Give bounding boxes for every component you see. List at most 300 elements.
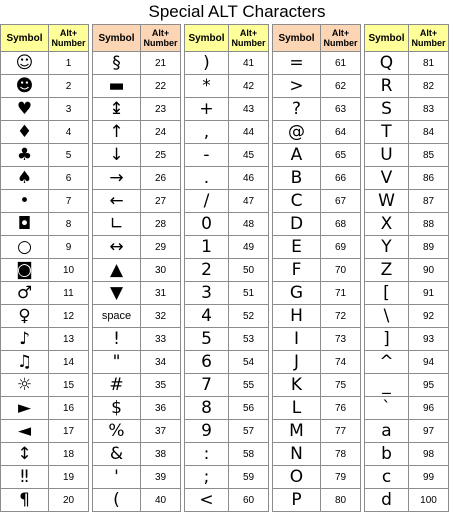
table-row [273,351,361,374]
table-row [365,489,449,512]
alt-code-table [364,24,449,512]
table-row [365,328,449,351]
table-row [1,351,89,374]
alt-number-cell: 96 [409,397,449,420]
symbol-cell: - [185,144,229,167]
table-row [93,282,181,305]
alt-number-cell: 61 [321,52,361,75]
alt-number-cell: 97 [409,420,449,443]
table-row [93,98,181,121]
symbol-header: Symbol [365,25,409,52]
column-group-1 [0,24,89,512]
symbol-cell: c [365,466,409,489]
table-row [273,305,361,328]
alt-number-cell: 37 [141,420,181,443]
symbol-cell: D [273,213,321,236]
symbol-cell: 1 [185,236,229,259]
symbol-cell: % [93,420,141,443]
symbol-cell: * [185,75,229,98]
alt-number-cell: 44 [229,121,269,144]
symbol-cell: ↑ [93,121,141,144]
symbol-header: Symbol [1,25,49,52]
table-row [1,167,89,190]
alt-number-cell: 89 [409,236,449,259]
table-row [1,52,89,75]
symbol-cell: ◄ [1,420,49,443]
symbol-cell: ♦ [1,121,49,144]
symbol-cell: P [273,489,321,512]
table-row [1,190,89,213]
column-group-3 [184,24,269,512]
alt-number-cell: 77 [321,420,361,443]
alt-number-cell: 62 [321,75,361,98]
symbol-header: Symbol [273,25,321,52]
alt-number-cell: 70 [321,259,361,282]
table-row [1,98,89,121]
table-row [1,420,89,443]
alt-number-cell: 76 [321,397,361,420]
alt-number-cell: 46 [229,167,269,190]
table-row [93,121,181,144]
symbol-cell: $ [93,397,141,420]
alt-number-header: Alt+ Number [409,25,449,52]
symbol-cell: ▼ [93,282,141,305]
alt-number-cell: 29 [141,236,181,259]
alt-number-cell: 64 [321,121,361,144]
alt-number-cell: 23 [141,98,181,121]
alt-number-cell: 10 [49,259,89,282]
alt-code-table [92,24,181,512]
symbol-cell: R [365,75,409,98]
table-row [273,466,361,489]
alt-number-cell: 68 [321,213,361,236]
table-row [1,213,89,236]
table-row [1,121,89,144]
alt-number-cell: 72 [321,305,361,328]
symbol-cell: + [185,98,229,121]
table-row [93,52,181,75]
symbol-cell: ↨ [93,98,141,121]
column-group-4 [272,24,361,512]
alt-number-cell: 93 [409,328,449,351]
table-row [273,75,361,98]
alt-number-cell: 32 [141,305,181,328]
alt-number-cell: 20 [49,489,89,512]
alt-number-cell: 15 [49,374,89,397]
alt-number-cell: 9 [49,236,89,259]
alt-number-cell: 43 [229,98,269,121]
alt-number-cell: 82 [409,75,449,98]
table-row [365,121,449,144]
alt-number-cell: 31 [141,282,181,305]
symbol-cell: > [273,75,321,98]
symbol-cell: ♂ [1,282,49,305]
symbol-cell: . [185,167,229,190]
alt-number-cell: 71 [321,282,361,305]
symbol-cell: ↕ [1,443,49,466]
table-row [1,466,89,489]
table-row [185,144,269,167]
table-row [365,259,449,282]
symbol-cell: 3 [185,282,229,305]
symbol-cell: ? [273,98,321,121]
symbol-cell: ¶ [1,489,49,512]
table-row [93,259,181,282]
alt-number-cell: 21 [141,52,181,75]
alt-number-cell: 36 [141,397,181,420]
alt-number-cell: 48 [229,213,269,236]
table-row [93,167,181,190]
table-row [273,259,361,282]
symbol-cell: 8 [185,397,229,420]
symbol-cell: 7 [185,374,229,397]
symbol-cell: ‼ [1,466,49,489]
symbol-cell: ♠ [1,167,49,190]
table-row [93,190,181,213]
symbol-cell: , [185,121,229,144]
symbol-cell: H [273,305,321,328]
symbol-cell: ♪ [1,328,49,351]
alt-number-cell: 22 [141,75,181,98]
table-row [185,98,269,121]
table-row [185,52,269,75]
table-row [93,75,181,98]
symbol-cell: O [273,466,321,489]
symbol-cell: / [185,190,229,213]
symbol-cell: : [185,443,229,466]
table-row [365,443,449,466]
alt-number-cell: 12 [49,305,89,328]
table-row [185,397,269,420]
symbol-cell: = [273,52,321,75]
table-row [365,282,449,305]
alt-number-cell: 34 [141,351,181,374]
alt-number-cell: 7 [49,190,89,213]
symbol-cell: \ [365,305,409,328]
alt-number-cell: 69 [321,236,361,259]
alt-number-cell: 92 [409,305,449,328]
symbol-cell: [ [365,282,409,305]
symbol-cell: W [365,190,409,213]
alt-number-cell: 81 [409,52,449,75]
symbol-cell: ] [365,328,409,351]
table-row [93,397,181,420]
alt-number-cell: 51 [229,282,269,305]
symbol-cell: ☼ [1,374,49,397]
table-row [185,420,269,443]
alt-number-cell: 41 [229,52,269,75]
alt-number-cell: 16 [49,397,89,420]
symbol-cell: C [273,190,321,213]
symbol-cell: ∟ [93,213,141,236]
symbol-cell: S [365,98,409,121]
table-row [365,466,449,489]
symbol-cell: " [93,351,141,374]
alt-number-cell: 86 [409,167,449,190]
alt-number-cell: 55 [229,374,269,397]
alt-number-cell: 84 [409,121,449,144]
table-row [185,443,269,466]
symbol-cell: E [273,236,321,259]
table-row [93,420,181,443]
table-row [273,190,361,213]
symbol-cell: ☺ [1,52,49,75]
alt-number-cell: 47 [229,190,269,213]
table-row [365,144,449,167]
symbol-cell: ♀ [1,305,49,328]
table-row [185,259,269,282]
table-row [273,98,361,121]
symbol-cell: Z [365,259,409,282]
alt-number-cell: 66 [321,167,361,190]
table-row [185,489,269,512]
symbol-cell: & [93,443,141,466]
table-row [93,443,181,466]
alt-number-cell: 5 [49,144,89,167]
symbol-cell: F [273,259,321,282]
symbol-cell: 6 [185,351,229,374]
alt-number-cell: 38 [141,443,181,466]
alt-number-cell: 90 [409,259,449,282]
symbol-cell: d [365,489,409,512]
alt-number-cell: 74 [321,351,361,374]
alt-number-cell: 33 [141,328,181,351]
alt-number-header: Alt+ Number [49,25,89,52]
table-row [185,466,269,489]
table-row [273,121,361,144]
symbol-cell: A [273,144,321,167]
table-row [1,443,89,466]
table-row [185,236,269,259]
table-row [185,282,269,305]
table-row [365,98,449,121]
alt-number-cell: 17 [49,420,89,443]
alt-number-cell: 52 [229,305,269,328]
table-row [273,167,361,190]
table-row [273,282,361,305]
alt-number-cell: 1 [49,52,89,75]
alt-number-cell: 78 [321,443,361,466]
table-row [365,374,449,397]
table-row [273,420,361,443]
alt-number-header: Alt+ Number [229,25,269,52]
symbol-cell: § [93,52,141,75]
symbol-cell: J [273,351,321,374]
alt-number-cell: 85 [409,144,449,167]
alt-number-cell: 4 [49,121,89,144]
table-row [365,420,449,443]
alt-number-cell: 26 [141,167,181,190]
table-row [1,75,89,98]
symbol-cell: space [93,305,141,328]
alt-number-cell: 95 [409,374,449,397]
symbol-cell: b [365,443,409,466]
table-row [93,351,181,374]
alt-number-cell: 75 [321,374,361,397]
alt-number-cell: 39 [141,466,181,489]
alt-number-cell: 28 [141,213,181,236]
alt-number-cell: 80 [321,489,361,512]
alt-number-cell: 65 [321,144,361,167]
symbol-cell: B [273,167,321,190]
symbol-header: Symbol [185,25,229,52]
alt-number-cell: 14 [49,351,89,374]
table-row [185,351,269,374]
symbol-cell: 2 [185,259,229,282]
symbol-header: Symbol [93,25,141,52]
table-row [273,328,361,351]
table-row [273,374,361,397]
symbol-cell: _ [365,374,409,397]
alt-number-cell: 67 [321,190,361,213]
alt-number-cell: 99 [409,466,449,489]
symbol-cell: ♣ [1,144,49,167]
symbol-cell: Q [365,52,409,75]
symbol-cell: Y [365,236,409,259]
alt-number-cell: 35 [141,374,181,397]
table-row [185,121,269,144]
table-row [93,466,181,489]
alt-number-cell: 98 [409,443,449,466]
symbol-cell: ▬ [93,75,141,98]
symbol-cell: ↓ [93,144,141,167]
table-row [1,259,89,282]
table-row [93,489,181,512]
alt-number-cell: 58 [229,443,269,466]
column-group-2 [92,24,181,512]
symbol-cell: → [93,167,141,190]
table-row [365,167,449,190]
symbol-cell: ♥ [1,98,49,121]
table-row [273,397,361,420]
table-row [93,328,181,351]
alt-number-cell: 83 [409,98,449,121]
table-row [185,305,269,328]
table-row [365,305,449,328]
symbol-cell: < [185,489,229,512]
alt-number-cell: 59 [229,466,269,489]
alt-characters-grid [0,24,474,512]
symbol-cell: ` [365,397,409,420]
symbol-cell: N [273,443,321,466]
alt-number-cell: 40 [141,489,181,512]
table-row [365,351,449,374]
table-row [185,328,269,351]
symbol-cell: ◙ [1,259,49,282]
alt-number-cell: 57 [229,420,269,443]
table-row [1,236,89,259]
alt-number-cell: 3 [49,98,89,121]
alt-number-cell: 11 [49,282,89,305]
alt-number-header: Alt+ Number [141,25,181,52]
alt-code-table [184,24,269,512]
alt-number-cell: 54 [229,351,269,374]
table-row [273,489,361,512]
symbol-cell: ☻ [1,75,49,98]
alt-number-cell: 13 [49,328,89,351]
symbol-cell: # [93,374,141,397]
table-row [185,75,269,98]
table-row [93,374,181,397]
alt-number-cell: 25 [141,144,181,167]
alt-number-cell: 2 [49,75,89,98]
alt-number-cell: 94 [409,351,449,374]
table-row [185,213,269,236]
alt-number-cell: 53 [229,328,269,351]
table-row [1,144,89,167]
alt-number-cell: 91 [409,282,449,305]
alt-number-cell: 8 [49,213,89,236]
table-row [365,190,449,213]
symbol-cell: 9 [185,420,229,443]
symbol-cell: ; [185,466,229,489]
table-row [365,236,449,259]
symbol-cell: M [273,420,321,443]
symbol-cell: ▲ [93,259,141,282]
table-row [1,397,89,420]
symbol-cell: K [273,374,321,397]
symbol-cell: ♫ [1,351,49,374]
alt-number-cell: 42 [229,75,269,98]
alt-number-cell: 27 [141,190,181,213]
alt-code-table [0,24,89,512]
alt-number-cell: 24 [141,121,181,144]
table-row [273,236,361,259]
alt-number-cell: 100 [409,489,449,512]
symbol-cell: @ [273,121,321,144]
symbol-cell: V [365,167,409,190]
symbol-cell: ) [185,52,229,75]
table-row [273,443,361,466]
table-row [93,213,181,236]
symbol-cell: X [365,213,409,236]
symbol-cell: 4 [185,305,229,328]
symbol-cell: ' [93,466,141,489]
alt-number-cell: 49 [229,236,269,259]
table-row [93,144,181,167]
table-row [365,397,449,420]
symbol-cell: ► [1,397,49,420]
symbol-cell: ! [93,328,141,351]
symbol-cell: 0 [185,213,229,236]
table-row [365,52,449,75]
alt-code-table [272,24,361,512]
table-row [93,236,181,259]
table-row [273,52,361,75]
symbol-cell: ○ [1,236,49,259]
symbol-cell: ◘ [1,213,49,236]
symbol-cell: G [273,282,321,305]
table-row [185,374,269,397]
table-row [273,144,361,167]
alt-number-cell: 18 [49,443,89,466]
table-row [273,213,361,236]
alt-number-cell: 87 [409,190,449,213]
alt-number-header: Alt+ Number [321,25,361,52]
symbol-cell: T [365,121,409,144]
table-row [93,305,181,328]
alt-number-cell: 45 [229,144,269,167]
alt-number-cell: 63 [321,98,361,121]
symbol-cell: U [365,144,409,167]
alt-number-cell: 30 [141,259,181,282]
symbol-cell: ^ [365,351,409,374]
symbol-cell: • [1,190,49,213]
symbol-cell: I [273,328,321,351]
symbol-cell: a [365,420,409,443]
symbol-cell: ← [93,190,141,213]
symbol-cell: 5 [185,328,229,351]
